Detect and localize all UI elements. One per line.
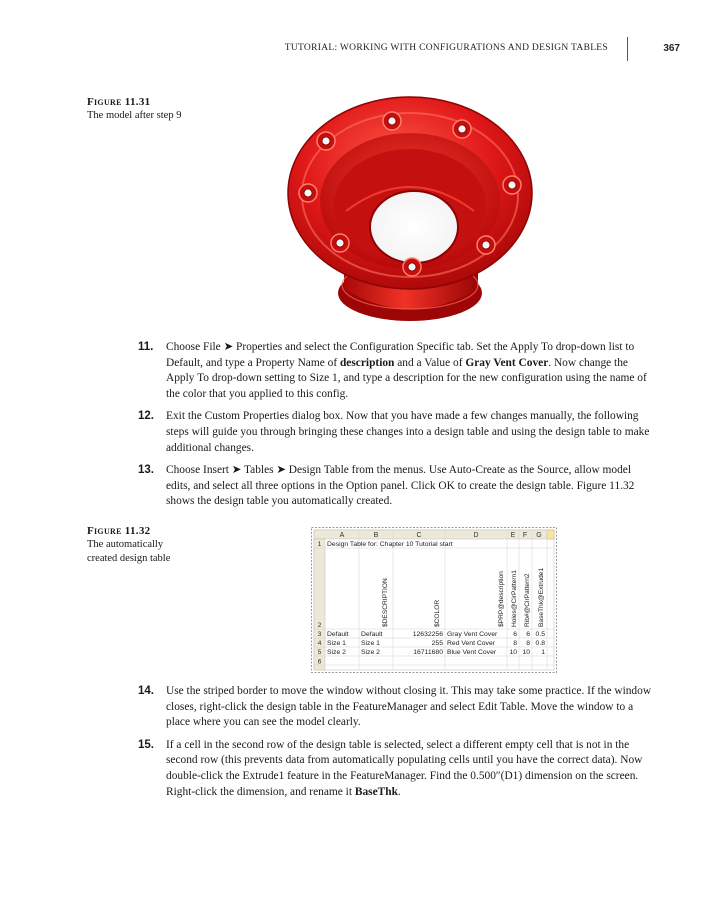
step-number: 11. (138, 341, 154, 353)
step-bold-text: description (339, 356, 395, 369)
column-header-f[interactable]: F (522, 532, 528, 539)
bolt-boss (403, 258, 421, 276)
page-number: 367 (663, 43, 680, 54)
cell-description[interactable]: Default (361, 631, 383, 638)
param-header-color[interactable]: $COLOR (434, 599, 441, 627)
running-head (284, 43, 680, 59)
step-text: If a cell in the second row of the design table is selected, select a different empty cell that is not in the second row (this prevents data from automatically populating cells until you have the correct data). Now double-click the Extrude1 feature in the FeatureManager. Find the 0.500″(D1) dimension on the screen. Right-click the dimension, and rename it (166, 738, 643, 798)
figure-11-32-caption (87, 524, 170, 566)
param-header-description[interactable]: $DESCRIPTION (382, 578, 389, 627)
cell-holes[interactable]: 6 (513, 631, 517, 638)
cell-rib[interactable]: 8 (526, 640, 530, 647)
header-divider (627, 37, 628, 61)
cell-config-name[interactable]: Default (327, 631, 349, 638)
param-header-holes[interactable]: Holes@CirPattern1 (511, 570, 518, 627)
bolt-boss (453, 120, 471, 138)
cell-color[interactable]: 255 (431, 640, 443, 647)
cell-config-name[interactable]: Size 1 (327, 640, 346, 647)
figure-label: Figure 11.31 (87, 96, 151, 108)
figure-caption-text: The model after step 9 (87, 110, 182, 121)
bolt-boss (503, 176, 521, 194)
row-header-1[interactable]: 1 (317, 541, 322, 548)
steps-list-upper (138, 340, 658, 517)
row-header-2[interactable]: 2 (317, 622, 322, 629)
step-text: and a Value of (394, 356, 466, 369)
cell-description[interactable]: Size 2 (361, 649, 380, 656)
cell-basethk[interactable]: 0.8 (535, 640, 545, 647)
cell-basethk[interactable]: 0.5 (535, 631, 545, 638)
figure-11-31-caption (87, 95, 181, 123)
row-header-3[interactable]: 3 (317, 631, 322, 638)
cell-holes[interactable]: 10 (509, 649, 517, 656)
step-11 (138, 340, 658, 402)
param-header-rib[interactable]: Rib#@CirPattern2 (524, 573, 531, 627)
step-number: 15. (138, 738, 154, 751)
running-title: TUTORIAL: WORKING WITH CONFIGURATIONS AND DESIGN TABLES (284, 43, 608, 53)
step-13 (138, 463, 658, 510)
cell-rib[interactable]: 6 (526, 631, 530, 638)
step-number: 12. (138, 410, 154, 423)
column-header-e[interactable]: E (510, 532, 516, 539)
step-text: . (397, 785, 401, 798)
step-14 (138, 684, 658, 731)
param-header-basethk[interactable]: BaseThk@Extrude1 (538, 567, 545, 627)
cell-color[interactable]: 16711680 (413, 649, 443, 656)
bolt-boss (317, 132, 335, 150)
cell-prp-description[interactable]: Blue Vent Cover (447, 649, 497, 656)
vent-cover-model-image (286, 93, 538, 325)
corner-scroll-box[interactable] (547, 530, 554, 539)
step-bold-text: Gray Vent Cover (465, 356, 549, 369)
column-header-g[interactable]: G (536, 532, 542, 539)
row-header-4[interactable]: 4 (317, 640, 322, 647)
step-text: Exit the Custom Properties dialog box. Now that you have made a few changes manually, the following steps will guide you through bringing these changes into a design table and using the design table to make additional changes. (166, 410, 650, 454)
design-table-screenshot (311, 527, 557, 673)
design-table-title-cell[interactable]: Design Table for: Chapter 10 Tutorial start (327, 541, 453, 548)
row-header-6[interactable]: 6 (317, 658, 322, 666)
cell-prp-description[interactable]: Red Vent Cover (447, 640, 495, 647)
cell-holes[interactable]: 8 (513, 640, 517, 647)
column-header-d[interactable]: D (473, 532, 479, 539)
step-text: Choose File ➤ Properties and select the Configuration Specific tab. Set the Apply To drop-down list to Default, and type a Property Name of (166, 341, 635, 369)
column-header-a[interactable]: A (339, 532, 345, 539)
step-text: . Now change the Apply To drop-down setting to Size 1, and type a description for the new configuration using the name of the color that you applied to this config. (166, 356, 647, 400)
param-header-prp-description[interactable]: $PRP@description (498, 571, 505, 627)
row-header-5[interactable]: 5 (317, 649, 322, 656)
step-text: Use the striped border to move the window without closing it. This may take some practice. If the window closes, right-click the design table in the FeatureManager and select Edit Table. Move the window to a place where you can see the model clearly. (166, 685, 652, 729)
cell-rib[interactable]: 10 (522, 649, 530, 656)
step-15 (138, 738, 658, 800)
cell-basethk[interactable]: 1 (541, 649, 545, 656)
bolt-boss (331, 234, 349, 252)
step-bold-text: BaseThk (354, 785, 398, 798)
figure-label: Figure 11.32 (87, 525, 151, 537)
step-text: Choose Insert ➤ Tables ➤ Design Table from the menus. Use Auto-Create as the Source, allow model edits, and select all three options in the Option panel. Click OK to create the design table. Figure 11.32 shows the design table you automatically created. (166, 464, 635, 508)
column-header-band (314, 530, 554, 539)
step-12 (138, 409, 658, 456)
bolt-boss (383, 112, 401, 130)
cell-prp-description[interactable]: Gray Vent Cover (447, 631, 498, 638)
column-header-b[interactable]: B (373, 532, 379, 539)
figure-caption-text: The automatically (87, 539, 164, 550)
column-header-c[interactable]: C (416, 532, 422, 539)
bolt-boss (299, 184, 317, 202)
cell-color[interactable]: 12632256 (412, 631, 443, 638)
step-number: 13. (138, 464, 154, 477)
figure-caption-text: created design table (87, 553, 171, 564)
cell-config-name[interactable]: Size 2 (327, 649, 346, 656)
cell-description[interactable]: Size 1 (361, 640, 380, 647)
steps-list-lower (138, 684, 658, 807)
center-hole-shape (370, 191, 458, 263)
bolt-boss (477, 236, 495, 254)
step-number: 14. (138, 685, 154, 697)
